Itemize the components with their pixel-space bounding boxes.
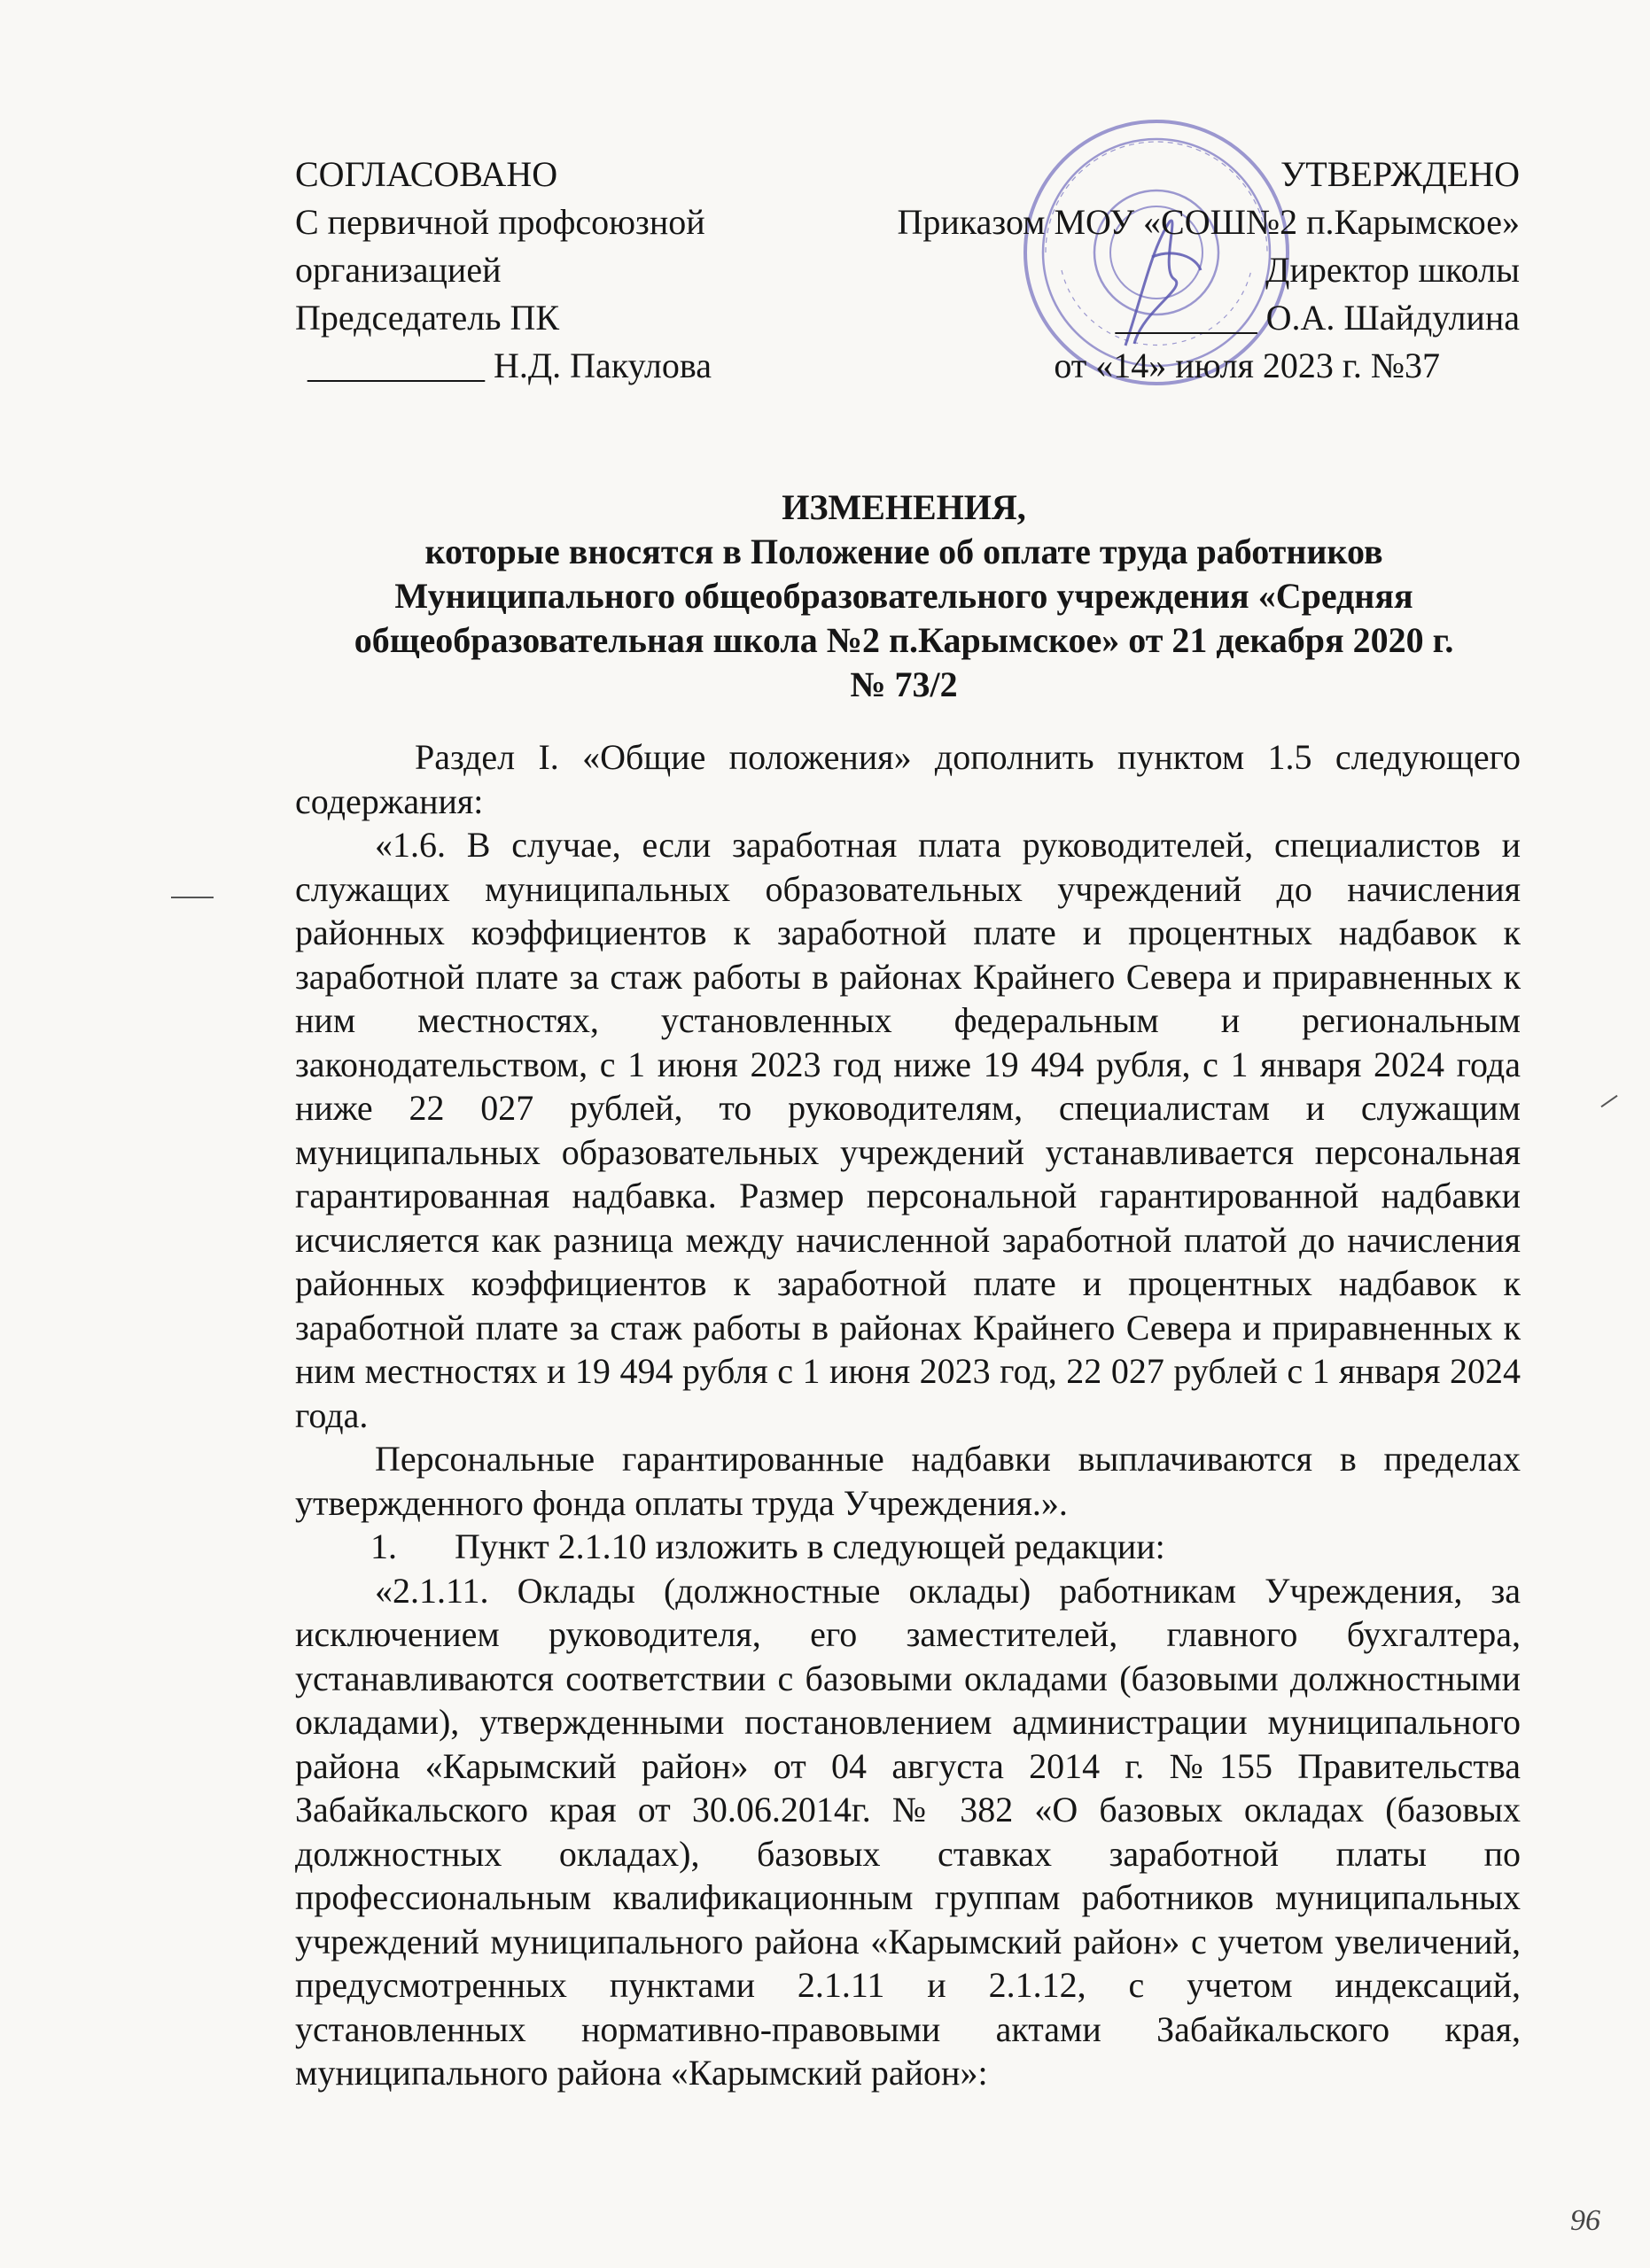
item-number: 1.	[370, 1526, 397, 1566]
title-line-2: которые вносятся в Положение об оплате труда работников	[424, 532, 1383, 571]
approved-line-2: Директор школы	[1265, 250, 1520, 290]
document-body	[295, 735, 1521, 2095]
approval-block-right	[798, 151, 1520, 390]
page-number: 96	[1570, 2204, 1600, 2237]
approved-order: от «14» июля 2023 г. №37	[1054, 346, 1440, 385]
title-line-1: ИЗМЕНЕНИЯ,	[782, 487, 1026, 527]
agreed-line-3: Председатель ПК	[295, 298, 560, 338]
paragraph-allowances: Персональные гарантированные надбавки выплачиваются в пределах утвержденного фонда оплаты труда Учреждения.».	[295, 1439, 1521, 1523]
paragraph-section-1: Раздел I. «Общие положения» дополнить пунктом 1.5 следующего содержания:	[295, 737, 1521, 821]
item-text: Пункт 2.1.10 изложить в следующей редакции:	[455, 1526, 1165, 1566]
paragraph-clause-1-6: «1.6. В случае, если заработная плата руководителей, специалистов и служащих муниципальных образовательных учреждений до начисления районных коэффициентов к заработной плате и процентных надбавок к заработной плате за стаж работы в районах Крайнего Севера и приравненных к ним местностях, установленных федеральным и региональным законодательством, с 1 июня 2023 год ниже 19 494 рубля, с 1 января 2024 года ниже 22 027 рублей, то руководителям, специалистам и служащим муниципальных образовательных учреждений устанавливается персональная гарантированная надбавка. Размер персональной гарантированной надбавки исчисляется как разница между начисленной заработной платой до начисления районных коэффициентов к заработной плате и процентных надбавок к заработной плате за стаж работы в районах Крайнего Севера и приравненных к ним местностях и 19 494 рубля с 1 июня 2023 год, 22 027 рублей с 1 января 2024 года.	[295, 825, 1521, 1435]
approval-block-left	[295, 151, 827, 390]
agreed-signature: __________ Н.Д. Пакулова	[307, 346, 712, 385]
margin-mark	[1600, 1095, 1617, 1107]
title-line-5: № 73/2	[850, 664, 958, 704]
margin-mark	[171, 897, 214, 898]
title-line-4: общеобразовательная школа №2 п.Карымское» от 21 декабря 2020 г.	[354, 620, 1454, 660]
approved-line-1: Приказом МОУ «СОШ№2 п.Карымское»	[897, 202, 1520, 242]
agreed-line-1: С первичной профсоюзной	[295, 202, 705, 242]
agreed-line-2: организацией	[295, 250, 502, 290]
paragraph-item-1	[295, 1525, 1521, 1569]
approved-signature: ________ О.А. Шайдулина	[1115, 298, 1520, 338]
paragraph-clause-2-1-11: «2.1.11. Оклады (должностные оклады) работникам Учреждения, за исключением руководителя, его заместителей, главного бухгалтера, устанавливаются соответствии с базовыми окладами (базовыми должностными окладами), утвержденными постановлением администрации муниципального района «Карымский район» от 04 августа 2014 г. №155 Правительства Забайкальского края от 30.06.2014г. № 382 «О базовых окладах (базовых должностных окладах), базовых ставках заработной платы по профессиональным квалификационным группам работников муниципальных учреждений муниципального района «Карымский район» с учетом увеличений, предусмотренных пунктами 2.1.11 и 2.1.12, с учетом индексаций, установленных нормативно-правовыми актами Забайкальского края, муниципального района «Карымский район»:	[295, 1570, 1521, 2093]
document-title	[266, 485, 1542, 707]
agreed-title: СОГЛАСОВАНО	[295, 154, 558, 194]
title-line-3: Муниципального общеобразовательного учреждения «Средняя	[394, 576, 1413, 616]
approved-title: УТВЕРЖДЕНО	[1280, 154, 1520, 194]
